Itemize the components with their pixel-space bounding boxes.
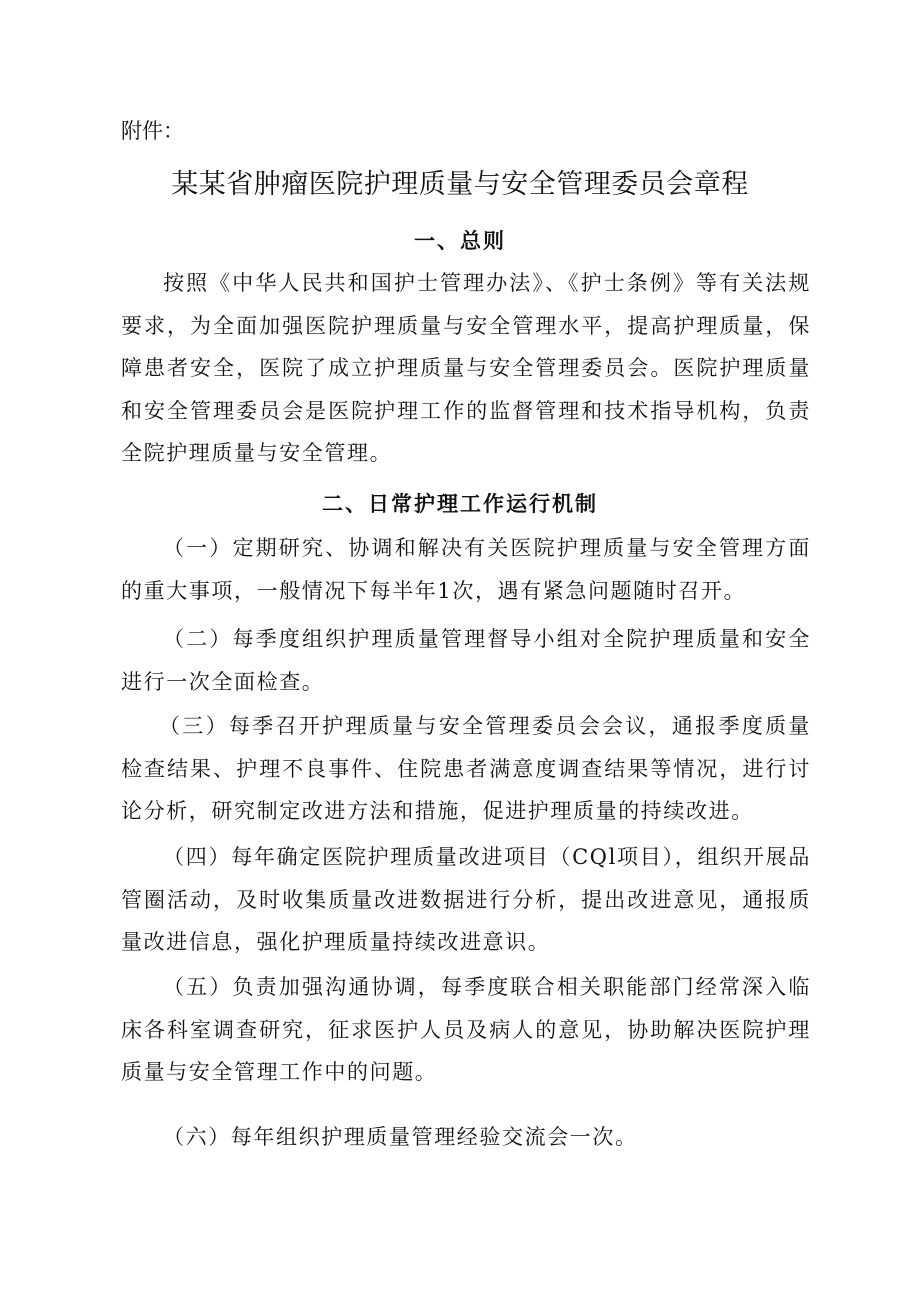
attachment-label: 附件： [121, 119, 184, 143]
section-heading-general: 一、总则 [414, 228, 506, 253]
section-heading-mechanism: 二、日常护理工作运行机制 [322, 491, 598, 516]
paragraph-general: 按照《中华人民共和国护士管理办法》、《护士条例》等有关法规要求，为全面加强医院护理质量与安全管理水平，提高护理质量，保障患者安全，医院了成立护理质量与安全管理委员会。医院护理质量和安全管理委员会是医院护理工作的监督管理和技术指导机构，负责全院护理质量与安全管理。 [121, 271, 811, 465]
paragraph-item-4: （四）每年确定医院护理质量改进项目（CQl项目），组织开展品管圈活动，及时收集质量改进数据进行分析，提出改进意见，通报质量改进信息，强化护理质量持续改进意识。 [121, 845, 811, 954]
paragraph-item-3: （三）每季召开护理质量与安全管理委员会会议，通报季度质量检查结果、护理不良事件、住院患者满意度调查结果等情况，进行讨论分析，研究制定改进方法和措施，促进护理质量的持续改进。 [121, 714, 811, 823]
paragraph-item-5: （五）负责加强沟通协调，每季度联合相关职能部门经常深入临床各科室调查研究，征求医护人员及病人的意见，协助解决医院护理质量与安全管理工作中的问题。 [121, 975, 811, 1084]
paragraph-item-1: （一）定期研究、协调和解决有关医院护理质量与安全管理方面的重大事项，一般情况下每半年1次，遇有紧急问题随时召开。 [121, 536, 811, 603]
document-title: 某某省肿瘤医院护理质量与安全管理委员会章程 [171, 169, 749, 200]
paragraph-item-6: （六）每年组织护理质量管理经验交流会一次。 [163, 1125, 638, 1149]
paragraph-item-2: （二）每季度组织护理质量管理督导小组对全院护理质量和安全进行一次全面检查。 [121, 627, 811, 694]
